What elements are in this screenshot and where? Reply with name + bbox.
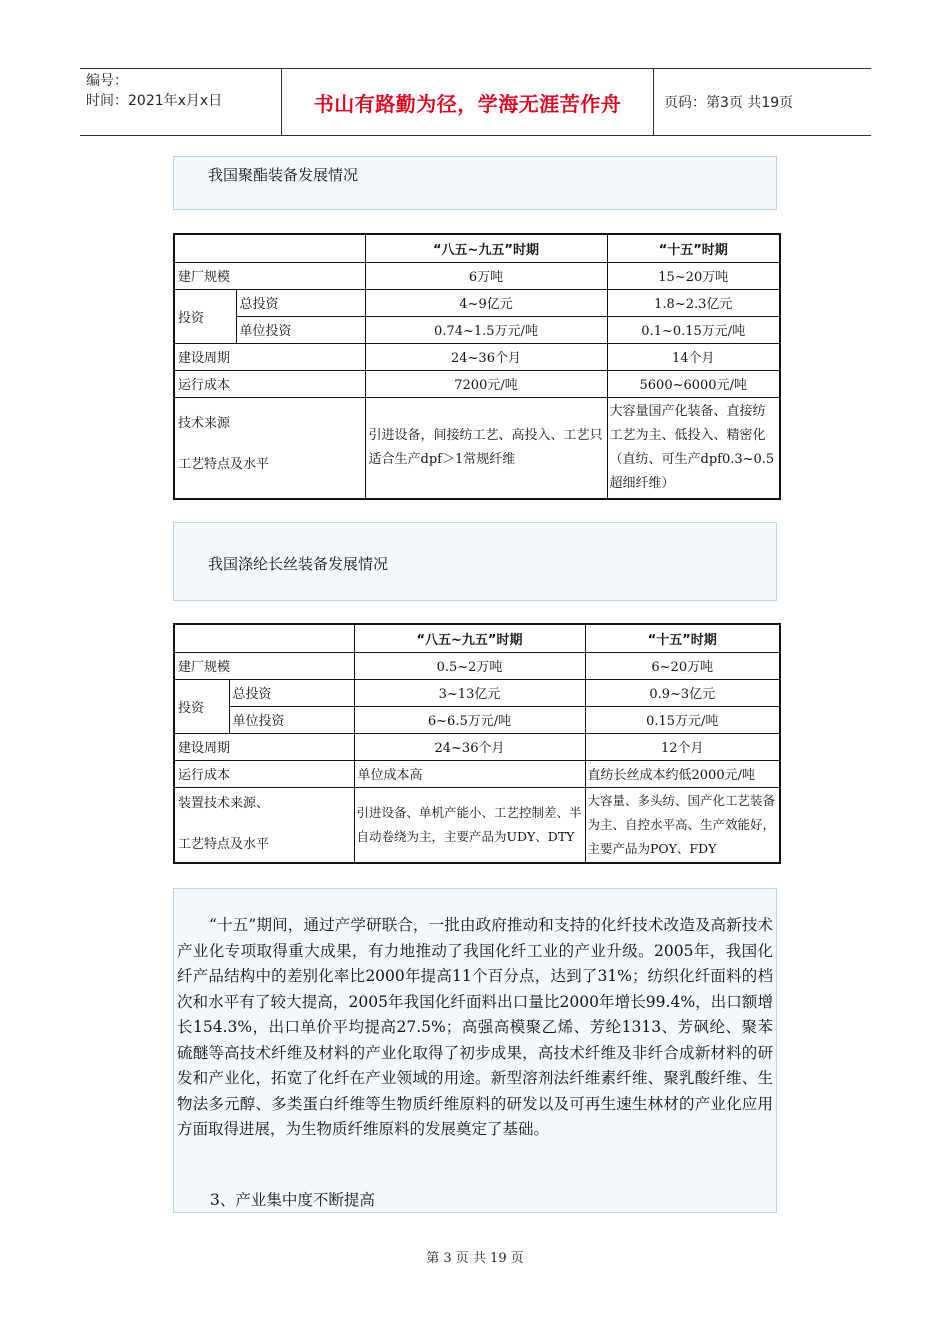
row-label: 建设周期 [174,733,354,760]
table-row [174,706,780,733]
header-blank [174,234,365,262]
subheading: 3、产业集中度不断提高 [210,1191,375,1209]
page-info: 页码：第3页 共19页 [664,95,794,111]
table-cell: 5600~6000元/吨 [607,370,780,397]
row-label: 投资 [174,289,236,343]
table-row [174,370,780,397]
table-row [174,624,780,652]
table-cell: 7200元/吨 [365,370,607,397]
table-row [174,652,780,679]
number-label: 编号： [86,73,128,89]
column-header: “十五”时期 [585,624,780,652]
table-row [174,343,780,370]
row-sublabel: 总投资 [236,289,365,316]
table-cell: 14个月 [607,343,780,370]
summary-paragraph: “十五”期间，通过产学研联合，一批由政府推动和支持的化纤技术改造及高新技术产业化专项取得重大成果，有力地推动了我国化纤工业的产业升级。2005年，我国化纤产品结构中的差别化率比2000年提高11个百分点，达到了31%；纺织化纤面料的档次和水平有了较大提高，2005年我国化纤面料出口量比2000年增长99.4%，出口额增长154.3%，出口单价平均提高27.5%；高强高模聚乙烯、芳纶1313、芳砜纶、聚苯硫醚等高技术纤维及材料的产业化取得了初步成果，高技术纤维及非纤合成新材料的研发和产业化，拓宽了化纤在产业领域的用途。新型溶剂法纤维素纤维、聚乳酸纤维、生物法多元醇、多类蛋白纤维等生物质纤维原料的研发以及可再生速生林材的产业化应用方面取得进展，为生物质纤维原料的发展奠定了基础。 [177,916,773,1138]
row-label: 建设周期 [174,343,365,370]
table-cell: 24~36个月 [365,343,607,370]
row-label: 运行成本 [174,760,354,787]
section2-title-box [173,522,777,601]
column-header: “八五~九五”时期 [354,624,585,652]
row-sublabel: 单位投资 [229,706,354,733]
motto: 书山有路勤为径，学海无涯苦作舟 [313,91,622,116]
table-cell: 0.74~1.5万元/吨 [365,316,607,343]
table-cell: 0.9~3亿元 [585,679,780,706]
table-row [174,787,780,863]
header-blank [174,624,354,652]
row-label: 建厂规模 [174,652,354,679]
time-label: 时间：2021年x月x日 [86,93,223,109]
row-label: 投资 [174,679,229,733]
row-sublabel: 总投资 [229,679,354,706]
table-cell: 6~20万吨 [585,652,780,679]
polyester-equipment-table [173,233,781,500]
row-label [174,787,354,863]
table-row [174,316,780,343]
table-cell: 引进设备，间接纺工艺、高投入、工艺只适合生产dpf＞1常规纤维 [365,397,607,499]
table-row [174,760,780,787]
header-meta [80,69,282,135]
table-cell: 大容量国产化装备、直接纺工艺为主、低投入、精密化（直纺、可生产dpf0.3~0.5超细纤维） [607,397,780,499]
row-label [174,397,365,499]
table-cell: 4~9亿元 [365,289,607,316]
table-cell: 6~6.5万元/吨 [354,706,585,733]
table-cell: 单位成本高 [354,760,585,787]
row-label: 运行成本 [174,370,365,397]
table-row [174,397,780,499]
page-header [80,68,871,136]
row-sublabel: 单位投资 [236,316,365,343]
table-cell: 大容量、多头纺、国产化工艺装备为主、自控水平高、生产效能好，主要产品为POY、FDY [585,787,780,863]
table-row [174,234,780,262]
section2-title: 我国涤纶长丝装备发展情况 [208,555,389,573]
tech-label-2: 工艺特点及水平 [178,456,270,472]
table-cell: 0.5~2万吨 [354,652,585,679]
section1-title-box [173,156,777,210]
table-cell: 12个月 [585,733,780,760]
table-cell: 3~13亿元 [354,679,585,706]
table-row [174,679,780,706]
table-row [174,733,780,760]
summary-paragraph-box [173,888,777,1213]
column-header: “十五”时期 [607,234,780,262]
row-label: 建厂规模 [174,262,365,289]
page-footer: 第 3 页 共 19 页 [426,1251,524,1266]
table-cell: 15~20万吨 [607,262,780,289]
section1-title: 我国聚酯装备发展情况 [208,166,359,184]
table-cell: 引进设备、单机产能小、工艺控制差、半自动卷绕为主，主要产品为UDY、DTY [354,787,585,863]
table-row [174,262,780,289]
table-row [174,289,780,316]
tech-label-1: 装置技术来源、 [178,795,270,811]
column-header: “八五~九五”时期 [365,234,607,262]
table-cell: 24~36个月 [354,733,585,760]
table-cell: 0.15万元/吨 [585,706,780,733]
table-cell: 直纺长丝成本约低2000元/吨 [585,760,780,787]
tech-label-1: 技术来源 [178,415,231,431]
table-cell: 0.1~0.15万元/吨 [607,316,780,343]
table-cell: 1.8~2.3亿元 [607,289,780,316]
tech-label-2: 工艺特点及水平 [178,836,270,852]
table-cell: 6万吨 [365,262,607,289]
header-motto-cell [282,69,654,135]
polyester-filament-table [173,623,781,864]
